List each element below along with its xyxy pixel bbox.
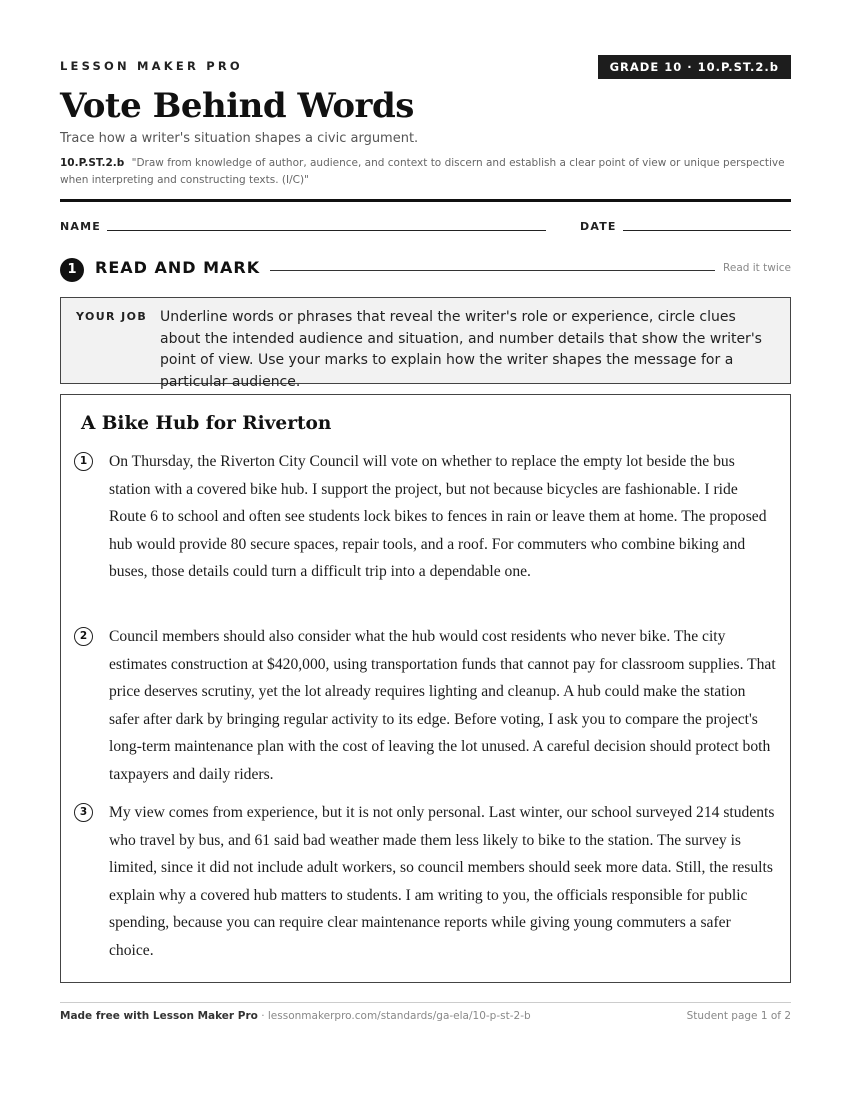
footer-page-number: Student page 1 of 2 [686, 1010, 791, 1022]
reading-passage-box [60, 394, 791, 983]
name-field-line[interactable] [107, 230, 546, 231]
header-divider [60, 199, 791, 202]
paragraph-number-3: 3 [74, 803, 93, 822]
instructions-text: Underline words or phrases that reveal the writer's role or experience, circle clues about the intended audience and situation, and number details that show the writer's point of view. Use your marks to explain how the writer shapes the message for a particular audience. [160, 309, 762, 390]
paragraph-text-3: My view comes from experience, but it is not only personal. Last winter, our school surveyed 214 students who travel by bus, and 61 said bad weather made them less likely to bike to the station. The survey is limited, since it did not include adult workers, so council members should seek more data. Still, the results explain why a covered hub matters to students. I am writing to you, the officials responsible for public spending, because you can require clear maintenance reports while giving young commuters a safer choice. [109, 804, 775, 959]
date-label: DATE [580, 220, 617, 233]
footer-made-with: Made free with Lesson Maker Pro [60, 1010, 258, 1022]
worksheet-subtitle: Trace how a writer's situation shapes a civic argument. [60, 131, 419, 146]
grade-standard-badge: GRADE 10 · 10.P.ST.2.b [598, 55, 791, 79]
passage-paragraph-2 [74, 623, 776, 788]
paragraph-text-2: Council members should also consider what the hub would cost residents who never bike. The city estimates construction at $420,000, using transportation funds that cannot pay for classroom supplies. That price deserves scrutiny, yet the lot already requires lighting and cleanup. A hub could make the station safer after dark by bringing regular activity to its edge. Before voting, I ask you to compare the project's long-term maintenance plan with the cost of leaving the lot unused. A careful decision should protect both taxpayers and daily riders. [109, 628, 776, 783]
paragraph-text-1: On Thursday, the Riverton City Council will vote on whether to replace the empty lot beside the bus station with a covered bike hub. I support the project, but not because bicycles are fashionable. I ride Route 6 to school and often see students lock bikes to fences in rain or leave them at home. The proposed hub would provide 80 secure spaces, repair tools, and a roof. For commuters who combine biking and buses, those details could turn a difficult trip into a dependable one. [109, 453, 767, 580]
brand-name: LESSON MAKER PRO [60, 59, 243, 73]
instructions-label: YOUR JOB [76, 310, 148, 323]
date-field-line[interactable] [623, 230, 791, 231]
section-hint: Read it twice [723, 262, 791, 274]
passage-paragraph-3 [74, 799, 776, 964]
section-divider [270, 270, 715, 271]
name-label: NAME [60, 220, 101, 233]
section-number-badge: 1 [60, 258, 84, 282]
passage-paragraph-1 [74, 448, 776, 586]
passage-title: A Bike Hub for Riverton [81, 413, 332, 434]
section-title: READ AND MARK [95, 258, 261, 277]
standard-text: "Draw from knowledge of author, audience, and context to discern and establish a clear point of view or unique perspective when interpreting and constructing texts. (I/C)" [60, 157, 785, 186]
footer-credit [60, 1010, 531, 1022]
standard-code: 10.P.ST.2.b [60, 157, 125, 169]
paragraph-number-1: 1 [74, 452, 93, 471]
footer-url[interactable]: · lessonmakerpro.com/standards/ga-ela/10-p-st-2-b [261, 1010, 531, 1022]
instructions-box [60, 297, 791, 390]
worksheet-title: Vote Behind Words [60, 86, 414, 126]
footer-divider [60, 1002, 791, 1003]
paragraph-number-2: 2 [74, 627, 93, 646]
standard-description [60, 155, 791, 189]
